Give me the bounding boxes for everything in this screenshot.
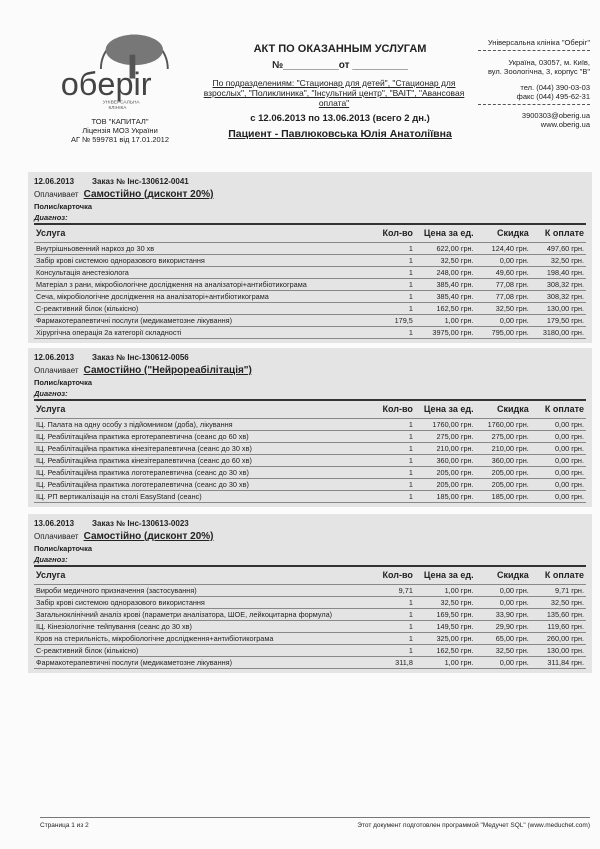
table-row [34, 303, 586, 315]
table-cell: 210,00 грн. [476, 443, 531, 455]
table-cell: 0,00 грн. [531, 443, 586, 455]
table-cell: ІЦ. Реабілітаційна практика кінезітерапевтична (сеанс до 30 хв) [34, 443, 376, 455]
table-row [34, 419, 586, 431]
order-block [28, 348, 592, 507]
table-cell: 77,08 грн. [476, 291, 531, 303]
table-cell: 0,00 грн. [531, 455, 586, 467]
table-cell: 1,00 грн. [415, 585, 476, 597]
table-row [34, 255, 586, 267]
order-number: Заказ № Інс-130612-0056 [92, 353, 189, 362]
column-header: Скидка [476, 400, 531, 419]
document-number: №__________от __________ [272, 60, 408, 71]
contact-fax-row [470, 92, 590, 101]
table-cell: 33,90 грн. [476, 609, 531, 621]
table-cell: 1 [376, 467, 415, 479]
column-header: Услуга [34, 566, 376, 585]
table-cell: 1 [376, 491, 415, 503]
contact-fax: факс (044) 495-62-31 [516, 92, 590, 101]
policy-label: Полис/карточка [34, 544, 93, 553]
column-header: Кол-во [376, 400, 415, 419]
table-cell: Забір крові системою одноразового використання [34, 255, 376, 267]
table-row [34, 467, 586, 479]
table-cell: 0,00 грн. [531, 419, 586, 431]
table-row [34, 315, 586, 327]
payer-label: Оплачивает [34, 190, 79, 199]
table-row [34, 279, 586, 291]
table-cell: 1 [376, 255, 415, 267]
table-cell: 1 [376, 645, 415, 657]
contact-address1: Україна, 03057, м. Київ, [508, 58, 590, 67]
license-text: Ліцензія МОЗ України [82, 126, 158, 135]
table-cell: 77,08 грн. [476, 279, 531, 291]
generator-note: Этот документ подготовлен программой "Медучет SQL" (www.meduchet.com) [357, 822, 590, 829]
table-cell: 308,32 грн. [531, 279, 586, 291]
table-row [34, 657, 586, 669]
table-cell: 0,00 грн. [531, 491, 586, 503]
table-cell: 1 [376, 267, 415, 279]
column-header: К оплате [531, 566, 586, 585]
column-header: Кол-во [376, 566, 415, 585]
table-cell: 130,00 грн. [531, 645, 586, 657]
table-cell: 1 [376, 419, 415, 431]
document-title: АКТ ПО ОКАЗАННЫМ УСЛУГАМ [253, 43, 427, 55]
table-cell: 9,71 грн. [531, 585, 586, 597]
column-header: Услуга [34, 224, 376, 243]
table-row [34, 609, 586, 621]
table-cell: Забір крові системою одноразового використання [34, 597, 376, 609]
contact-address2-row [470, 67, 590, 76]
table-header [34, 400, 586, 419]
policy-label: Полис/карточка [34, 378, 93, 387]
table-cell: 1 [376, 621, 415, 633]
table-cell: 124,40 грн. [476, 243, 531, 255]
column-header: К оплате [531, 224, 586, 243]
contact-phone: тел. (044) 390-03-03 [520, 83, 590, 92]
table-cell: 32,50 грн. [415, 597, 476, 609]
table-cell: 162,50 грн. [415, 645, 476, 657]
clinic-logo [40, 26, 200, 112]
order-block [28, 514, 592, 673]
order-date: 12.06.2013 [34, 353, 75, 362]
column-header: Скидка [476, 224, 531, 243]
table-cell: Загальноклінічний аналіз крові (параметри аналізатора, ШОЕ, лейкоцитарна формула) [34, 609, 376, 621]
table-cell: 0,00 грн. [531, 467, 586, 479]
table-row [34, 491, 586, 503]
table-row [34, 479, 586, 491]
table-cell: 311,8 [376, 657, 415, 669]
table-cell: С-реактивний білок (кількісно) [34, 645, 376, 657]
table-cell: 179,5 [376, 315, 415, 327]
table-cell: 0,00 грн. [476, 657, 531, 669]
contact-address1-row [470, 58, 590, 67]
table-cell: 205,00 грн. [415, 467, 476, 479]
table-cell: ІЦ. Реабілітаційна практика кінезітерапевтична (сеанс до 60 хв) [34, 455, 376, 467]
table-cell: 622,00 грн. [415, 243, 476, 255]
table-row [34, 455, 586, 467]
period: с 12.06.2013 по 13.06.2013 (всего 2 дн.) [250, 113, 430, 124]
table-cell: 1,00 грн. [415, 657, 476, 669]
table-cell: 32,50 грн. [531, 597, 586, 609]
table-cell: 1 [376, 279, 415, 291]
table-cell: 1 [376, 455, 415, 467]
table-cell: 1 [376, 633, 415, 645]
table-row [34, 585, 586, 597]
svg-text:oбepir: oбepir [60, 65, 152, 102]
divider [478, 50, 590, 51]
table-cell: 205,00 грн. [415, 479, 476, 491]
column-header: Цена за ед. [415, 224, 476, 243]
table-cell: 0,00 грн. [476, 255, 531, 267]
table-cell: Хірургічна операція 2а категорії складності [34, 327, 376, 339]
diagnosis-label: Диагноз: [34, 389, 68, 398]
table-cell: 308,32 грн. [531, 291, 586, 303]
column-header: Цена за ед. [415, 566, 476, 585]
table-cell: 3975,00 грн. [415, 327, 476, 339]
table-row [34, 645, 586, 657]
table-cell: Фармакотерапевтичні послуги (медикаметозне лікування) [34, 315, 376, 327]
table-cell: 1 [376, 243, 415, 255]
contact-clinic: Універсальна клініка "Оберіг" [487, 38, 590, 47]
table-cell: 49,60 грн. [476, 267, 531, 279]
table-row [34, 633, 586, 645]
table-cell: 210,00 грн. [415, 443, 476, 455]
table-cell: 1,00 грн. [415, 315, 476, 327]
table-cell: 275,00 грн. [476, 431, 531, 443]
page-footer [40, 817, 590, 829]
table-cell: 795,00 грн. [476, 327, 531, 339]
departments: По подразделениям: "Стационар для детей", "Стационар для взрослых", "Поликлиника", "Інсультний центр", "ВАІТ", "Авансовая оплата" [203, 78, 465, 108]
contact-email-row [470, 111, 590, 120]
table-cell: 32,50 грн. [415, 255, 476, 267]
table-cell: 1 [376, 303, 415, 315]
table-row [34, 431, 586, 443]
table-cell: 32,50 грн. [476, 303, 531, 315]
table-cell: Кров на стерильність, мікробіологічне дослідження+антибіотикограма [34, 633, 376, 645]
table-cell: 185,00 грн. [415, 491, 476, 503]
table-cell: 1 [376, 327, 415, 339]
table-cell: 1760,00 грн. [476, 419, 531, 431]
table-cell: 1 [376, 609, 415, 621]
order-date: 12.06.2013 [34, 177, 75, 186]
contact-clinic-row [470, 38, 590, 47]
page-number: Страница 1 из 2 [40, 822, 89, 829]
table-cell: 325,00 грн. [415, 633, 476, 645]
table-cell: 360,00 грн. [415, 455, 476, 467]
payer-value: Самостійно (дисконт 20%) [83, 189, 214, 200]
svg-text:КЛІНІКА: КЛІНІКА [108, 106, 127, 112]
payer-value: Самостійно ("Нейрореабілітація") [83, 365, 252, 376]
column-header: Кол-во [376, 224, 415, 243]
table-cell: 0,00 грн. [476, 315, 531, 327]
table-cell: 149,50 грн. [415, 621, 476, 633]
order-date: 13.06.2013 [34, 519, 75, 528]
table-cell: 130,00 грн. [531, 303, 586, 315]
table-cell: 119,60 грн. [531, 621, 586, 633]
contact-web: www.oberig.ua [540, 120, 590, 129]
table-cell: 29,90 грн. [476, 621, 531, 633]
table-cell: 162,50 грн. [415, 303, 476, 315]
column-header: Услуга [34, 400, 376, 419]
divider [478, 104, 590, 105]
contact-address2: вул. Зоологічна, 3, корпус "В" [487, 67, 590, 76]
table-cell: 0,00 грн. [531, 479, 586, 491]
order-number: Заказ № Інс-130613-0023 [92, 519, 189, 528]
table-cell: ІЦ. Реабілітаційна практика ерготерапевтична (сеанс до 60 хв) [34, 431, 376, 443]
table-cell: 1760,00 грн. [415, 419, 476, 431]
table-cell: ІЦ. Реабілітаційна практика логотерапевтична (сеанс до 30 хв) [34, 479, 376, 491]
payer-label: Оплачивает [34, 532, 79, 541]
table-cell: 1 [376, 479, 415, 491]
license-number: АГ № 599781 від 17.01.2012 [70, 135, 170, 144]
contact-web-row [470, 120, 590, 129]
diagnosis-label: Диагноз: [34, 555, 68, 564]
services-table [34, 565, 586, 669]
table-cell: 0,00 грн. [476, 597, 531, 609]
table-cell: ІЦ. РП вертикалізація на столі EasyStand (сеанс) [34, 491, 376, 503]
table-cell: ІЦ. Кінезіологічне тейпування (сеанс до 30 хв) [34, 621, 376, 633]
table-cell: 385,40 грн. [415, 279, 476, 291]
table-row [34, 443, 586, 455]
column-header: Цена за ед. [415, 400, 476, 419]
table-cell: 248,00 грн. [415, 267, 476, 279]
svg-text:УНІВЕРСАЛЬНА: УНІВЕРСАЛЬНА [102, 100, 140, 106]
table-header [34, 566, 586, 585]
table-cell: 1 [376, 443, 415, 455]
table-cell: 9,71 [376, 585, 415, 597]
table-cell: 360,00 грн. [476, 455, 531, 467]
table-row [34, 243, 586, 255]
table-row [34, 291, 586, 303]
contact-email: 3900303@oberig.ua [521, 111, 590, 120]
order-block [28, 172, 592, 343]
table-header [34, 224, 586, 243]
company-name: ТОВ "КАПИТАЛ" [91, 117, 149, 126]
table-cell: 275,00 грн. [415, 431, 476, 443]
table-cell: ІЦ. Реабілітаційна практика логотерапевтична (сеанс до 30 хв) [34, 467, 376, 479]
policy-label: Полис/карточка [34, 202, 93, 211]
table-cell: Фармакотерапевтичні послуги (медикаметозне лікування) [34, 657, 376, 669]
table-cell: Консультація анестезіолога [34, 267, 376, 279]
table-cell: 205,00 грн. [476, 467, 531, 479]
table-row [34, 621, 586, 633]
table-cell: 385,40 грн. [415, 291, 476, 303]
diagnosis-label: Диагноз: [34, 213, 68, 222]
patient-name: Пациент - Павлюковська Юлія Анатоліївна [228, 128, 452, 140]
table-cell: 179,50 грн. [531, 315, 586, 327]
contact-phone-row [470, 83, 590, 92]
table-cell: 169,50 грн. [415, 609, 476, 621]
table-cell: Вироби медичного призначення (застосування) [34, 585, 376, 597]
table-cell: 260,00 грн. [531, 633, 586, 645]
table-cell: 0,00 грн. [476, 585, 531, 597]
column-header: К оплате [531, 400, 586, 419]
table-cell: 205,00 грн. [476, 479, 531, 491]
table-cell: Матеріал з рани, мікробіологічне дослідження на аналізаторі+антибіотикограма [34, 279, 376, 291]
table-cell: 32,50 грн. [531, 255, 586, 267]
table-cell: 1 [376, 597, 415, 609]
payer-value: Самостійно (дисконт 20%) [83, 531, 214, 542]
table-cell: Сеча, мікробіологічне дослідження на аналізаторі+антибіотикограма [34, 291, 376, 303]
table-cell: 185,00 грн. [476, 491, 531, 503]
table-cell: 311,84 грн. [531, 657, 586, 669]
table-cell: 65,00 грн. [476, 633, 531, 645]
table-cell: 3180,00 грн. [531, 327, 586, 339]
table-cell: ІЦ. Палата на одну особу з підйомником (доба), лікування [34, 419, 376, 431]
column-header: Скидка [476, 566, 531, 585]
table-row [34, 327, 586, 339]
table-cell: 497,60 грн. [531, 243, 586, 255]
table-cell: 0,00 грн. [531, 431, 586, 443]
table-cell: 32,50 грн. [476, 645, 531, 657]
services-table [34, 399, 586, 503]
services-table [34, 223, 586, 339]
table-row [34, 597, 586, 609]
table-cell: С-реактивний білок (кількісно) [34, 303, 376, 315]
table-cell: 198,40 грн. [531, 267, 586, 279]
payer-label: Оплачивает [34, 366, 79, 375]
table-cell: 1 [376, 431, 415, 443]
table-cell: 135,60 грн. [531, 609, 586, 621]
order-number: Заказ № Інс-130612-0041 [92, 177, 189, 186]
table-cell: 1 [376, 291, 415, 303]
table-row [34, 267, 586, 279]
table-cell: Внутрішньовенний наркоз до 30 хв [34, 243, 376, 255]
